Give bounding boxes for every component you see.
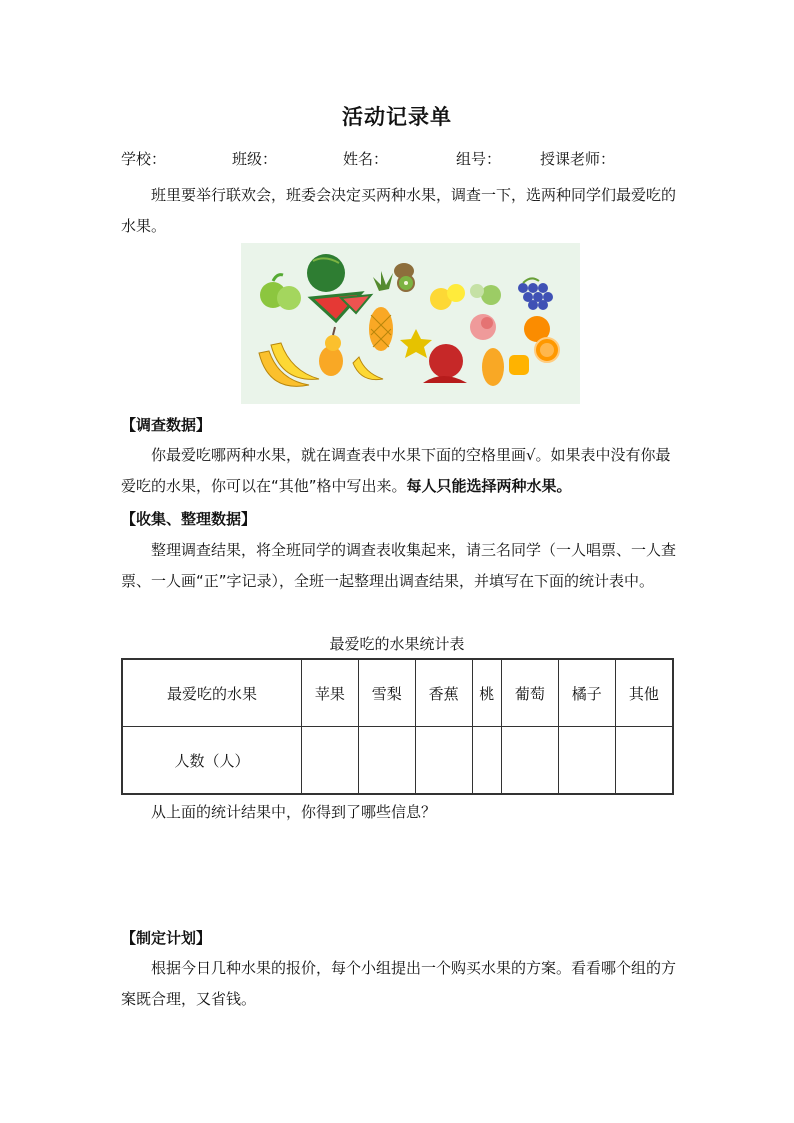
section-collect-heading: 【收集、整理数据】 — [121, 510, 257, 528]
green-apple-icon — [260, 275, 301, 310]
section-plan-heading: 【制定计划】 — [121, 929, 212, 947]
fruit-cell-other: 其他 — [615, 659, 673, 727]
survey-rule-bold: 每人只能选择两种水果。 — [406, 477, 572, 495]
question-text: 从上面的统计结果中，你得到了哪些信息？ — [151, 803, 437, 821]
table-row-label: 人数（人） — [122, 727, 302, 795]
section-survey-text — [121, 440, 676, 502]
orange-icon — [524, 316, 559, 362]
table-header-label: 最爱吃的水果 — [122, 659, 302, 727]
fruit-cell-peach: 桃 — [472, 659, 501, 727]
pomegranate-icon — [423, 344, 467, 383]
mango-icon — [482, 348, 529, 386]
fruit-cell-apple: 苹果 — [302, 659, 359, 727]
info-teacher-label: 授课老师： — [540, 150, 616, 168]
citrus-icon — [430, 284, 501, 310]
count-cell-banana[interactable] — [415, 727, 472, 795]
page-title: 活动记录单 — [342, 104, 452, 129]
intro-paragraph: 班里要举行联欢会，班委会决定买两种水果，调查一下，选两种同学们最爱吃的水果。 — [121, 186, 677, 235]
fruit-cell-orange: 橘子 — [558, 659, 615, 727]
count-cell-other[interactable] — [615, 727, 673, 795]
count-cell-pear[interactable] — [358, 727, 415, 795]
table-count-row — [122, 727, 673, 795]
info-group-label: 组号： — [456, 150, 502, 168]
fruit-illustration — [241, 243, 580, 404]
fruit-cell-banana: 香蕉 — [415, 659, 472, 727]
fruit-cell-pear: 雪梨 — [358, 659, 415, 727]
count-cell-orange[interactable] — [558, 727, 615, 795]
info-name-label: 姓名： — [343, 150, 389, 168]
section-collect-text: 整理调查结果，将全班同学的调查表收集起来，请三名同学（一人唱票、一人查票、一人画“正”字记录），全班一起整理出调查结果，并填写在下面的统计表中。 — [121, 541, 677, 590]
count-cell-grape[interactable] — [501, 727, 558, 795]
section-plan-text: 根据今日几种水果的报价，每个小组提出一个购买水果的方案。看看哪个组的方案既合理，又省钱。 — [121, 959, 677, 1008]
table-header-row — [122, 659, 673, 727]
info-school-label: 学校： — [121, 150, 167, 168]
star-fruit-icon — [400, 329, 432, 358]
count-cell-peach[interactable] — [472, 727, 501, 795]
peach-icon — [470, 314, 496, 340]
grapes-icon — [518, 278, 553, 310]
pineapple-icon — [369, 271, 393, 351]
count-cell-apple[interactable] — [302, 727, 359, 795]
pear-icon — [319, 327, 343, 376]
info-class-label: 班级： — [232, 150, 278, 168]
table-caption: 最爱吃的水果统计表 — [329, 635, 465, 653]
section-survey-heading: 【调查数据】 — [121, 416, 212, 434]
fruit-stats-table — [121, 658, 674, 795]
kiwi-icon — [394, 263, 414, 291]
watermelon-icon — [307, 254, 371, 321]
survey-instruction: 你最爱吃哪两种水果，就在调查表中水果下面的空格里画√。如果表中没有你最爱吃的水果，你可以在“其他”格中写出来。 — [121, 446, 671, 495]
fruit-cell-grape: 葡萄 — [501, 659, 558, 727]
